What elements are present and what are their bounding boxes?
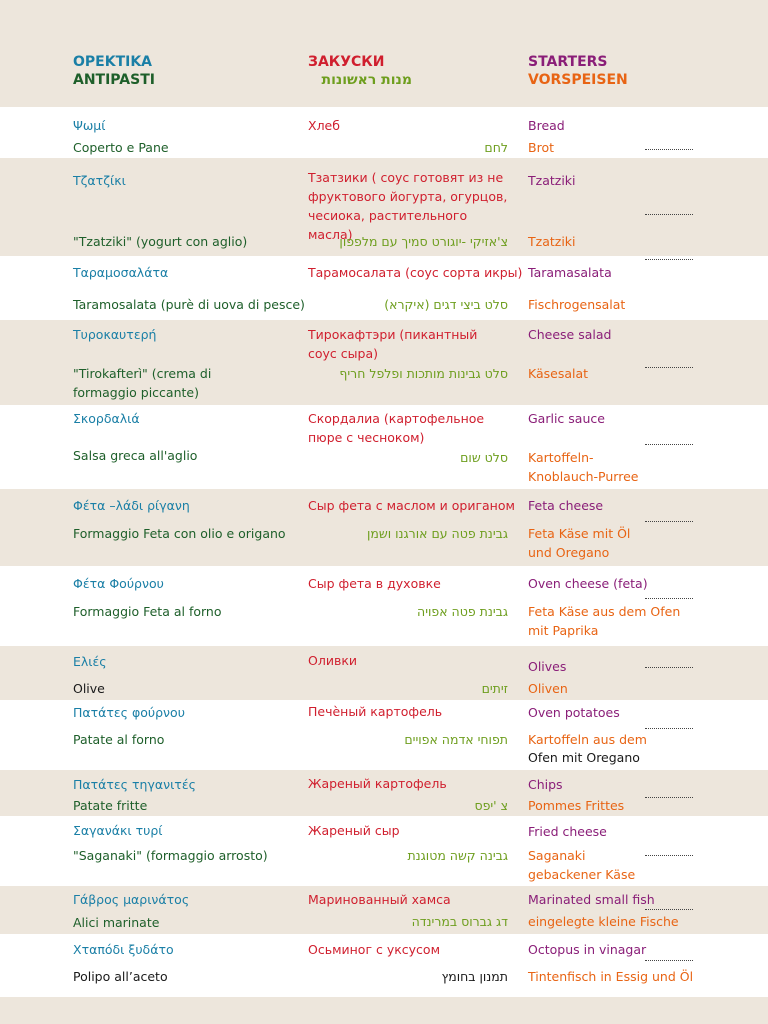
item-english: Octopus in vinagar	[528, 942, 647, 957]
item-italian: Olive	[73, 681, 105, 696]
item-german: Tzatziki	[528, 234, 576, 249]
item-hebrew: צ 'יפס	[474, 798, 508, 813]
item-german: eingelegte kleine Fische	[528, 914, 679, 929]
item-english: Marinated small fish	[528, 892, 655, 907]
price-placeholder	[645, 521, 693, 522]
item-italian: Formaggio Feta con olio e origano	[73, 526, 286, 541]
item-english: Oven potatoes	[528, 705, 620, 720]
item-russian: Осьминог с уксусом	[308, 942, 441, 957]
item-german: Feta Käse aus dem Ofen mit Paprika	[528, 604, 681, 638]
header-russian: ЗАКУСКИ	[308, 54, 385, 70]
item-english: Fried cheese	[528, 824, 607, 839]
price-placeholder	[645, 667, 693, 668]
item-english: Oven cheese (feta)	[528, 576, 648, 591]
price-placeholder	[645, 909, 693, 910]
item-russian: Тзатзики ( соус готовят из не фруктового йогурта, огурцов, чесиока, растительного масла)	[308, 170, 508, 242]
item-english: Bread	[528, 118, 565, 133]
item-italian: Coperto e Pane	[73, 140, 169, 155]
header-hebrew: מנות ראשונות	[321, 72, 412, 88]
item-hebrew: גבינת פטה אפויה	[417, 604, 508, 619]
item-italian: "Tzatziki" (yogurt con aglio)	[73, 234, 248, 249]
price-placeholder	[645, 444, 693, 445]
item-hebrew: דג גברוס במרינדה	[411, 914, 508, 929]
item-italian: Patate fritte	[73, 798, 148, 813]
item-hebrew: גבינת פטה עם אורגנו ושמן	[366, 526, 508, 541]
item-english: Chips	[528, 777, 563, 792]
header-english: STARTERS	[528, 54, 608, 70]
item-russian: Оливки	[308, 653, 357, 668]
item-italian: Salsa greca all'aglio	[73, 448, 198, 463]
item-italian: Polipo all’aceto	[73, 969, 168, 984]
item-german: Saganaki gebackener Käse	[528, 848, 636, 882]
item-russian: Маринованный хамса	[308, 892, 451, 907]
item-hebrew: זיתים	[481, 681, 508, 696]
item-russian: Сыр фета с маслом и ориганом	[308, 498, 515, 513]
price-placeholder	[645, 598, 693, 599]
item-hebrew: צ'אזיקי -יוגורט סמיך עם מלפפון	[339, 234, 508, 249]
item-russian: Жареный картофель	[308, 776, 447, 791]
item-german-line2: Ofen mit Oregano	[528, 750, 640, 765]
item-greek: Ταραμοσαλάτα	[73, 265, 169, 280]
item-russian: Хлеб	[308, 118, 340, 133]
item-italian: Patate al forno	[73, 732, 165, 747]
item-greek: Φέτα –λάδι ρίγανη	[73, 498, 190, 513]
item-russian: Печѐный картофель	[308, 704, 443, 719]
header-italian: ANTIPASTI	[73, 72, 155, 88]
item-english: Taramasalata	[528, 265, 612, 280]
item-hebrew: תפוחי אדמה אפויים	[404, 732, 508, 747]
item-russian: Сыр фета в духовке	[308, 576, 441, 591]
item-russian: Тарамосалата (соус сорта икры)	[308, 265, 523, 280]
item-italian: "Tirokafterì" (crema di formaggio piccante)	[73, 366, 212, 400]
price-placeholder	[645, 960, 693, 961]
item-greek: Ελιές	[73, 654, 107, 669]
item-greek: Πατάτες τηγανιτές	[73, 777, 196, 792]
item-german: Fischrogensalat	[528, 297, 626, 312]
item-english: Garlic sauce	[528, 411, 605, 426]
item-greek: Χταπόδι ξυδάτο	[73, 942, 174, 957]
item-greek: Σκορδαλιά	[73, 411, 140, 426]
item-german: Pommes Frittes	[528, 798, 625, 813]
item-russian: Жареный сыр	[308, 823, 400, 838]
item-english: Olives	[528, 659, 567, 674]
item-greek: Πατάτες φούρνου	[73, 705, 185, 720]
price-placeholder	[645, 797, 693, 798]
item-hebrew: סלט שום	[460, 450, 508, 465]
item-german: Tintenfisch in Essig und Öl	[528, 969, 694, 984]
item-greek: Τζατζίκι	[73, 173, 126, 188]
item-italian: "Saganaki" (formaggio arrosto)	[73, 848, 268, 863]
item-greek: Σαγανάκι τυρί	[73, 823, 163, 838]
item-russian: Тирокафтэри (пикантный соус сыра)	[308, 327, 478, 361]
item-russian: Скордалиа (картофельное пюре с чесноком)	[308, 411, 485, 445]
item-english: Feta cheese	[528, 498, 604, 513]
item-greek: Φέτα Φούρνου	[73, 576, 164, 591]
header-greek: ΟΡΕΚΤΙΚΑ	[73, 54, 153, 70]
item-italian: Formaggio Feta al forno	[73, 604, 222, 619]
item-hebrew: תמנון בחומץ	[441, 969, 508, 984]
item-italian: Alici marinate	[73, 915, 160, 930]
price-placeholder	[645, 149, 693, 150]
item-hebrew: סלט ביצי דגים (איקרא)	[384, 297, 508, 312]
item-german: Käsesalat	[528, 366, 589, 381]
price-placeholder	[645, 259, 693, 260]
item-german: Oliven	[528, 681, 568, 696]
item-english: Tzatziki	[528, 173, 576, 188]
item-german: Kartoffeln aus dem	[528, 732, 647, 747]
item-german: Feta Käse mit Öl und Oregano	[528, 526, 631, 560]
item-hebrew: לחם	[484, 140, 508, 155]
item-english: Cheese salad	[528, 327, 612, 342]
item-greek: Γάβρος μαρινάτος	[73, 892, 190, 907]
header-german: VORSPEISEN	[528, 72, 628, 88]
price-placeholder	[645, 214, 693, 215]
item-hebrew: סלט גבינות מותכות ופלפל חריף	[339, 366, 508, 381]
item-german: Kartoffeln-Knoblauch-Purree	[528, 450, 639, 484]
price-placeholder	[645, 855, 693, 856]
item-hebrew: גבינה קשה מטוגנת	[407, 848, 508, 863]
item-german: Brot	[528, 140, 554, 155]
price-placeholder	[645, 367, 693, 368]
price-placeholder	[645, 728, 693, 729]
item-greek: Ψωμί	[73, 118, 106, 133]
item-greek: Τυροκαυτερή	[73, 327, 157, 342]
item-italian: Taramosalata (purè di uova di pesce)	[73, 297, 305, 312]
